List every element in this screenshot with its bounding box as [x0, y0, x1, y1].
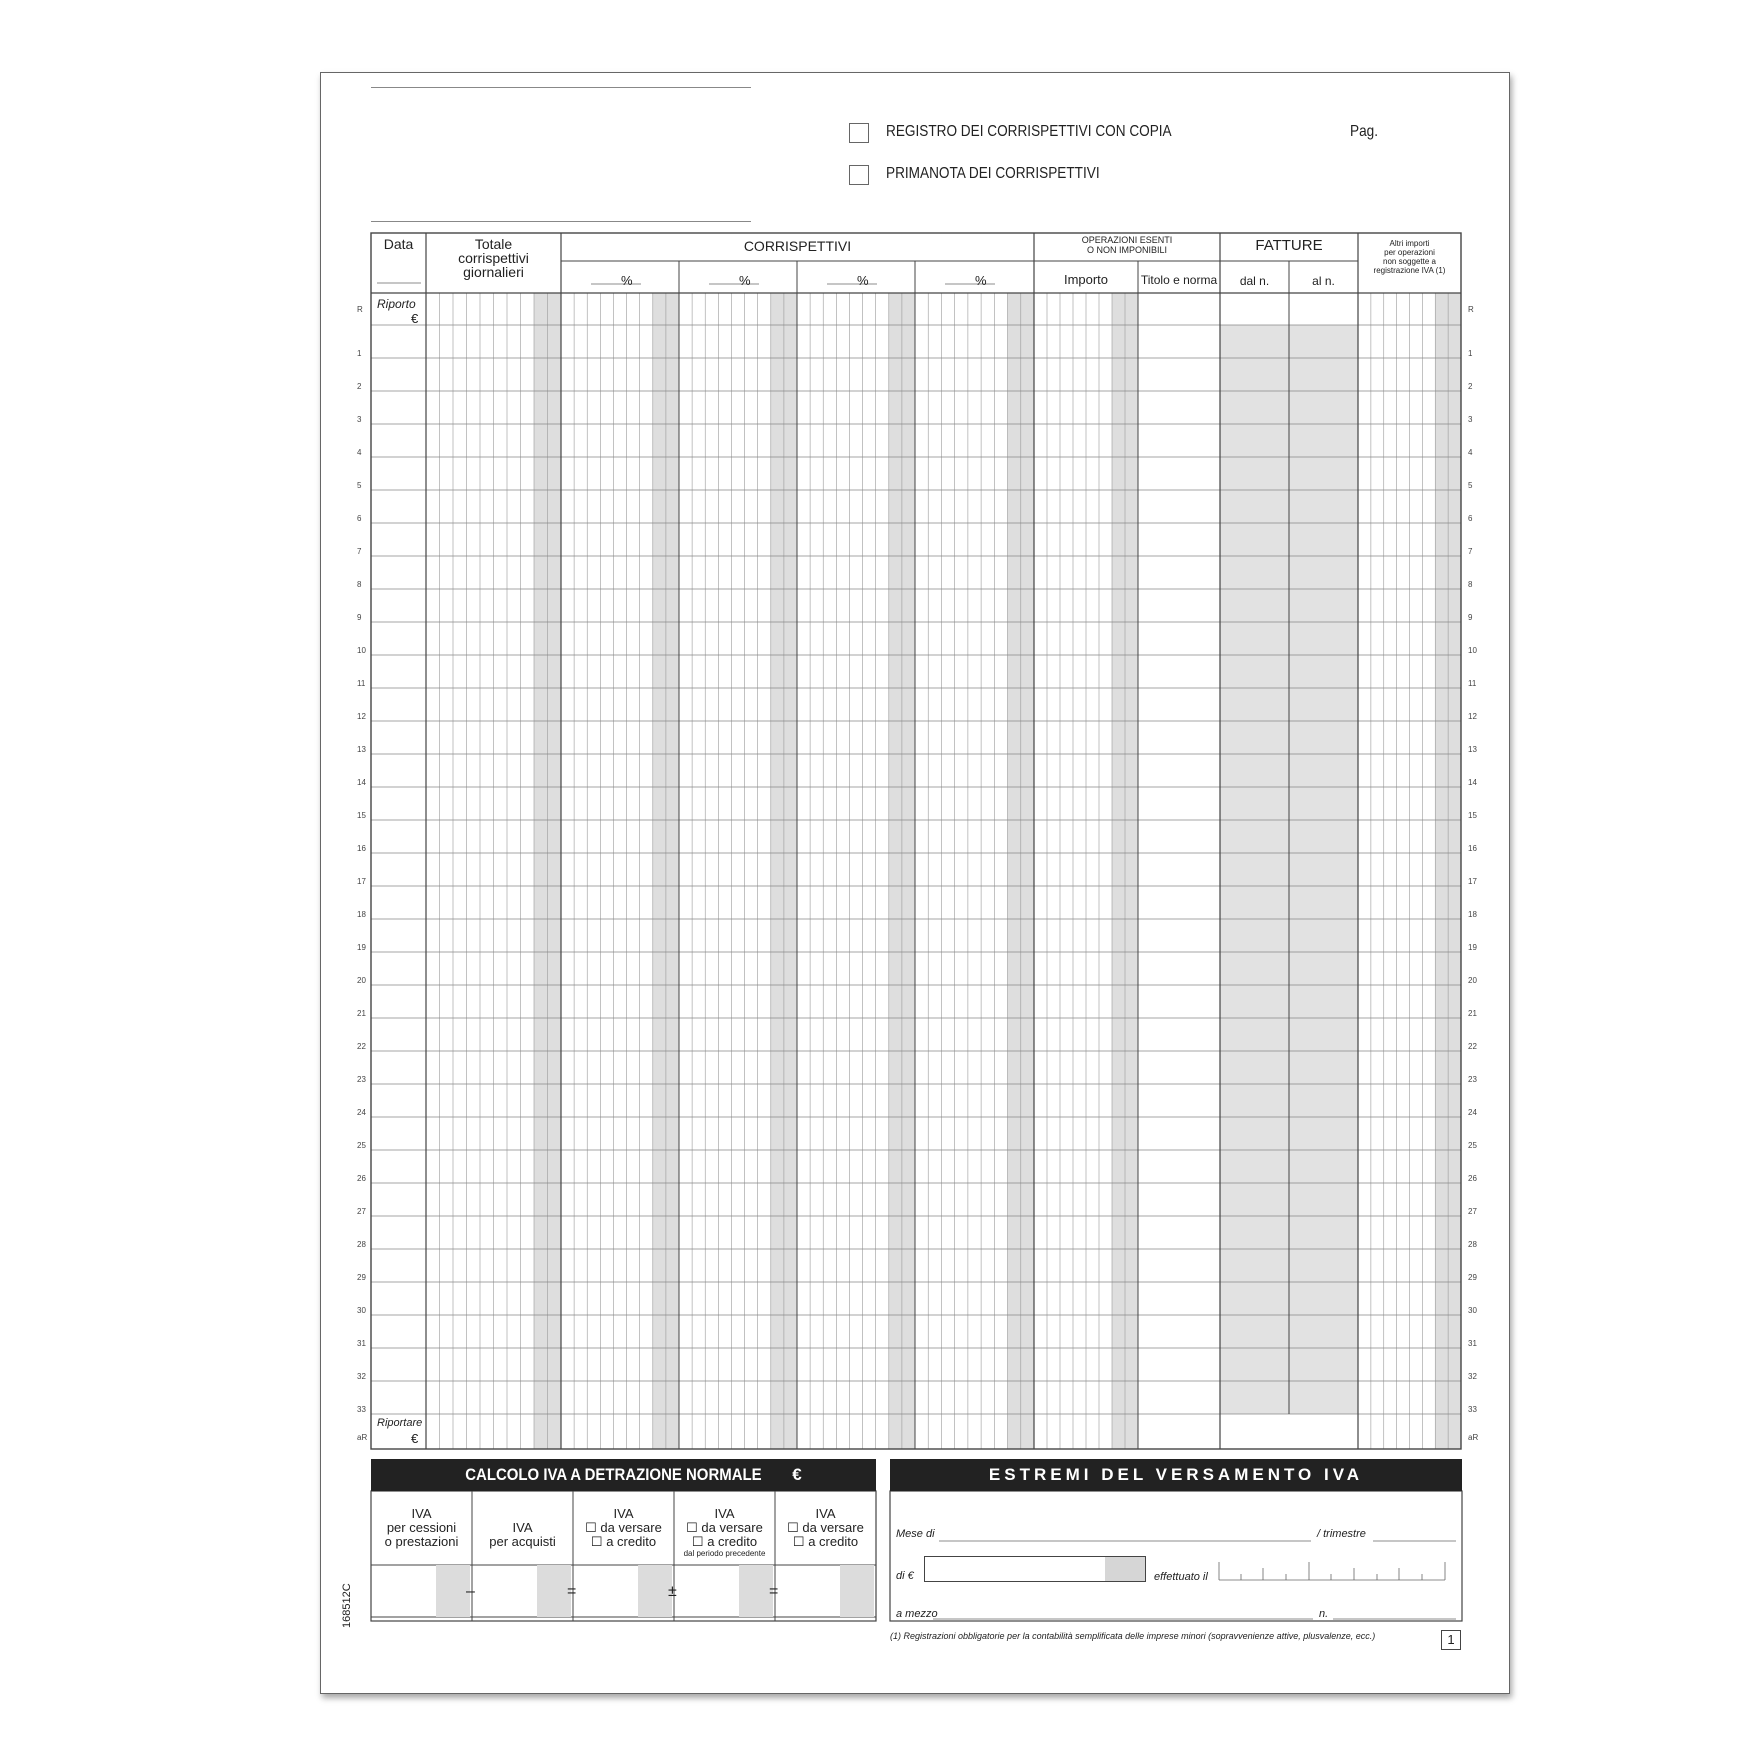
row-number-right: 18	[1468, 910, 1477, 919]
row-number-left: 14	[357, 778, 366, 787]
row-number-left: 18	[357, 910, 366, 919]
row-number-right: 19	[1468, 943, 1477, 952]
row-number-left: 22	[357, 1042, 366, 1051]
row-number-right: 29	[1468, 1273, 1477, 1282]
calcolo-title: CALCOLO IVA A DETRAZIONE NORMALE	[465, 1465, 762, 1484]
row-number-left: 16	[357, 844, 366, 853]
col-data-label: Data	[383, 236, 414, 252]
row-number-right: 33	[1468, 1405, 1477, 1414]
form-code: 168512C	[341, 1583, 353, 1628]
col-dal-label: dal n.	[1239, 274, 1270, 288]
riporto-euro: €	[411, 311, 419, 326]
row-number-left: 26	[357, 1174, 366, 1183]
importo-versato-field[interactable]	[924, 1556, 1146, 1582]
row-number-right: 17	[1468, 877, 1477, 886]
row-number-right: 15	[1468, 811, 1477, 820]
row-number-right: 12	[1468, 712, 1477, 721]
n-label: n.	[1319, 1608, 1329, 1620]
row-number-right: 5	[1468, 481, 1473, 490]
col-titolo-label: Titolo e norma	[1140, 273, 1218, 287]
row-number-left: 5	[357, 481, 362, 490]
riportare-label: Riportare	[377, 1417, 423, 1429]
row-number-left: 19	[357, 943, 366, 952]
col-importo-label: Importo	[1063, 272, 1109, 287]
row-number-left: 27	[357, 1207, 366, 1216]
row-number-left: 8	[357, 580, 362, 589]
calcolo-operator: =	[769, 1583, 779, 1600]
row-number-left: 17	[357, 877, 366, 886]
col-altri-label: Altri importi per operazioni non soggette a registrazione IVA (1)	[1373, 239, 1446, 275]
calcolo-col-label: IVA per cessioni o prestazioni	[384, 1506, 459, 1549]
row-number-left: R	[357, 305, 363, 314]
col-al-label: al n.	[1312, 274, 1335, 288]
row-number-right: 21	[1468, 1009, 1477, 1018]
row-number-right: 30	[1468, 1306, 1477, 1315]
calcolo-operator: ±	[668, 1583, 677, 1600]
row-number-right: 14	[1468, 778, 1477, 787]
row-number-right: 11	[1468, 679, 1477, 688]
row-number-left: 11	[357, 679, 366, 688]
row-number-right: R	[1468, 305, 1474, 314]
row-number-left: 21	[357, 1009, 366, 1018]
row-number-right: 24	[1468, 1108, 1477, 1117]
row-number-left: 20	[357, 976, 366, 985]
row-number-right: 1	[1468, 349, 1473, 358]
col-operazioni-label: OPERAZIONI ESENTI O NON IMPONIBILI	[1081, 235, 1173, 255]
row-number-right: 8	[1468, 580, 1473, 589]
a-mezzo-label: a mezzo	[896, 1608, 938, 1620]
row-number-left: 25	[357, 1141, 366, 1150]
label-primanota: PRIMANOTA DEI CORRISPETTIVI	[886, 165, 1100, 182]
row-number-left: 7	[357, 547, 362, 556]
row-number-left: 30	[357, 1306, 366, 1315]
row-number-right: 31	[1468, 1339, 1477, 1348]
row-number-left: 4	[357, 448, 362, 457]
row-number-right: 3	[1468, 415, 1473, 424]
importo-cents-shade	[1105, 1557, 1145, 1581]
row-number-right: 22	[1468, 1042, 1477, 1051]
row-number-left: 1	[357, 349, 362, 358]
calcolo-cents-shade	[436, 1565, 470, 1617]
page-label: Pag.	[1350, 123, 1378, 140]
row-number-right: 23	[1468, 1075, 1477, 1084]
calcolo-euro: €	[792, 1465, 802, 1484]
versamento-title: ESTREMI DEL VERSAMENTO IVA	[988, 1465, 1364, 1484]
row-number-left: 32	[357, 1372, 366, 1381]
calcolo-cents-shade	[739, 1565, 773, 1617]
row-number-left: 33	[357, 1405, 366, 1414]
row-number-right: 16	[1468, 844, 1477, 853]
row-number-left: aR	[357, 1433, 368, 1442]
col-fatture-label: FATTURE	[1255, 237, 1323, 254]
row-number-right: 7	[1468, 547, 1473, 556]
row-number-left: 12	[357, 712, 366, 721]
di-euro-label: di €	[896, 1570, 914, 1582]
col-totale-label: Totale corrispettivi giornalieri	[458, 236, 529, 280]
riporto-label: Riporto	[377, 297, 416, 311]
trimestre-label: / trimestre	[1317, 1528, 1366, 1540]
row-number-right: 32	[1468, 1372, 1477, 1381]
row-number-left: 3	[357, 415, 362, 424]
row-number-left: 29	[357, 1273, 366, 1282]
row-number-left: 31	[357, 1339, 366, 1348]
versamento-title-bar	[890, 1459, 1462, 1491]
footnote: (1) Registrazioni obbligatorie per la contabilità semplificata delle imprese minori (sopravvenienze attive, plusvalenze, ecc.)	[890, 1631, 1376, 1641]
row-number-right: 6	[1468, 514, 1473, 523]
calcolo-col-label: IVA per acquisti	[489, 1520, 556, 1549]
calcolo-col-label: IVA ☐ da versare ☐ a credito	[585, 1506, 662, 1549]
row-number-left: 2	[357, 382, 362, 391]
row-number-right: 10	[1468, 646, 1477, 655]
calcolo-cents-shade	[537, 1565, 571, 1617]
row-number-right: 20	[1468, 976, 1477, 985]
row-number-left: 23	[357, 1075, 366, 1084]
row-number-left: 10	[357, 646, 366, 655]
row-number-right: 13	[1468, 745, 1477, 754]
label-registro: REGISTRO DEI CORRISPETTIVI CON COPIA	[886, 123, 1172, 140]
calcolo-col-label: IVA ☐ da versare ☐ a credito dal periodo precedente	[683, 1506, 766, 1558]
row-number-left: 15	[357, 811, 366, 820]
row-number-right: 28	[1468, 1240, 1477, 1249]
row-number-right: aR	[1468, 1433, 1479, 1442]
calcolo-cents-shade	[638, 1565, 672, 1617]
percent-4: %	[975, 273, 987, 288]
percent-3: %	[857, 273, 869, 288]
percent-2: %	[739, 273, 751, 288]
calcolo-title-bar	[371, 1459, 876, 1491]
row-number-right: 25	[1468, 1141, 1477, 1150]
calcolo-operator: =	[567, 1583, 577, 1600]
page-number: 1	[1441, 1630, 1461, 1650]
row-number-left: 6	[357, 514, 362, 523]
row-number-left: 13	[357, 745, 366, 754]
row-number-left: 9	[357, 613, 362, 622]
calcolo-cents-shade	[840, 1565, 874, 1617]
row-number-right: 27	[1468, 1207, 1477, 1216]
riportare-euro: €	[411, 1431, 419, 1446]
row-number-right: 26	[1468, 1174, 1477, 1183]
calcolo-operator: –	[466, 1583, 475, 1600]
mese-label: Mese di	[896, 1528, 935, 1540]
register-sheet	[320, 72, 1510, 1694]
col-corrispettivi-label: CORRISPETTIVI	[743, 238, 852, 254]
row-number-right: 2	[1468, 382, 1473, 391]
register-grid	[321, 73, 1509, 1693]
row-number-right: 9	[1468, 613, 1473, 622]
row-number-left: 24	[357, 1108, 366, 1117]
row-number-left: 28	[357, 1240, 366, 1249]
percent-1: %	[621, 273, 633, 288]
row-number-right: 4	[1468, 448, 1473, 457]
effettuato-label: effettuato il	[1154, 1571, 1208, 1583]
calcolo-col-label: IVA ☐ da versare ☐ a credito	[787, 1506, 864, 1549]
